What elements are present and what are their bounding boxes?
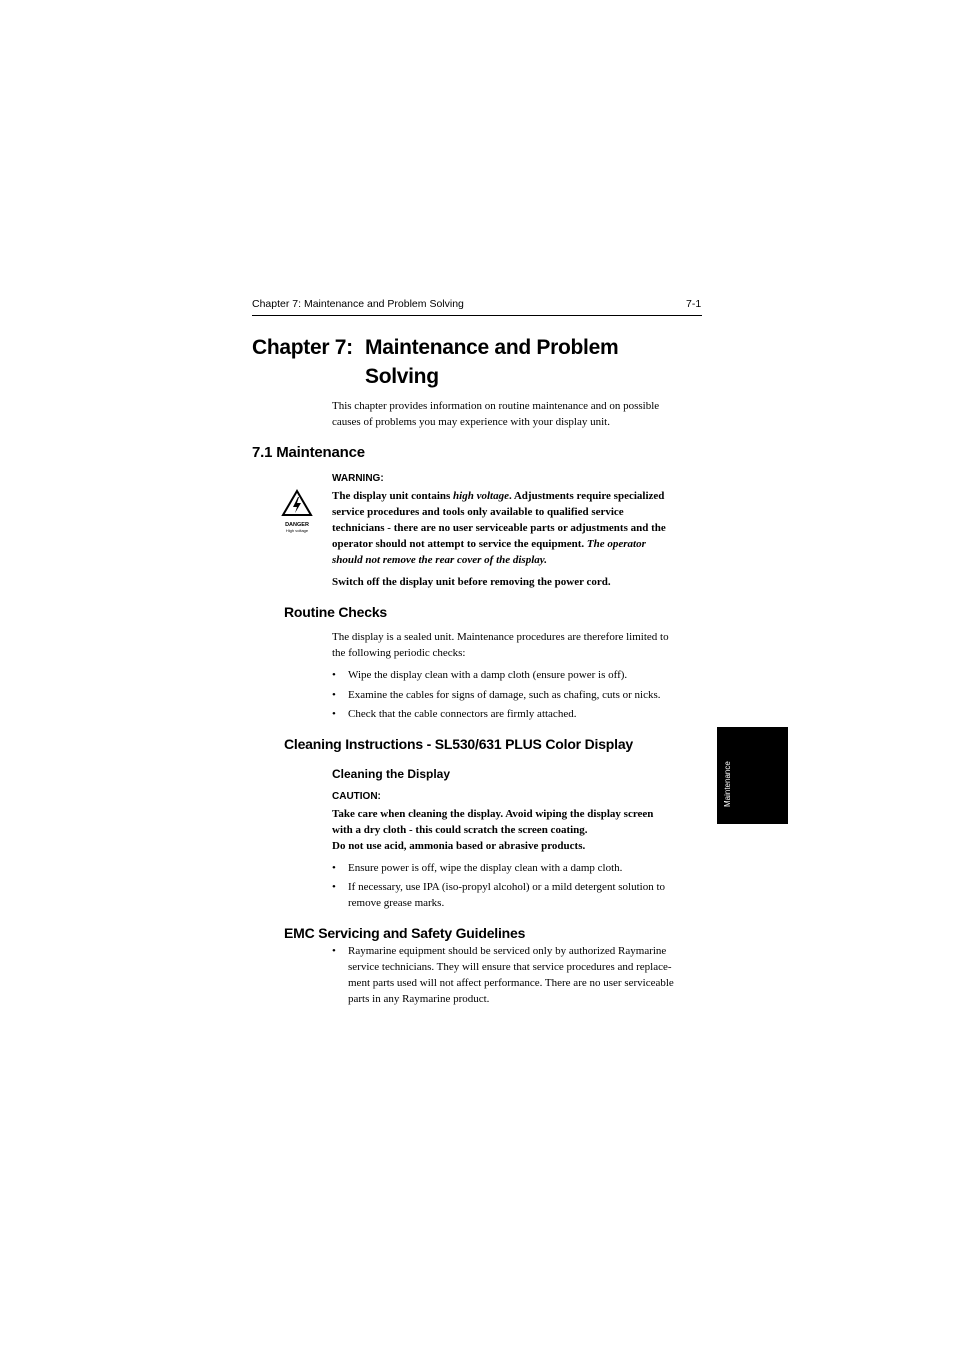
intro-line: causes of problems you may experience with your display unit. <box>332 416 610 428</box>
warning-emphasis: The operator <box>586 538 646 550</box>
list-item <box>332 706 704 722</box>
list-item-text: If necessary, use IPA (iso-propyl alcohol) or a mild detergent solution to <box>348 881 666 893</box>
warning-label: WARNING: <box>332 473 384 484</box>
running-header: Chapter 7: Maintenance and Problem Solving <box>252 298 464 310</box>
warning-emphasis: should not remove the rear cover of the display. <box>332 554 547 566</box>
cleaning-list <box>332 860 704 911</box>
chapter-intro <box>332 398 704 430</box>
emc-list <box>332 943 704 1007</box>
section-heading-maintenance: 7.1 Maintenance <box>252 444 365 461</box>
side-tab-label: Maintenance <box>723 761 732 807</box>
intro-line: The display is a sealed unit. Maintenance procedures are therefore limited to <box>332 631 669 643</box>
bullet: • <box>332 881 336 893</box>
list-item <box>332 667 704 683</box>
caution-text <box>332 806 704 854</box>
routine-checks-intro <box>332 629 704 661</box>
warning-text-run: The display unit contains <box>332 490 454 502</box>
list-item-text: service technicians. They will ensure that service procedures and replace- <box>348 961 672 973</box>
list-item-text: remove grease marks. <box>348 897 445 909</box>
list-item-text: Raymarine equipment should be serviced only by authorized Raymarine <box>348 945 667 957</box>
bullet: • <box>332 862 336 874</box>
chapter-prefix: Chapter 7: <box>252 336 353 359</box>
bullet: • <box>332 945 336 957</box>
bullet: • <box>332 669 336 681</box>
caution-line: Do not use acid, ammonia based or abrasive products. <box>332 840 586 852</box>
routine-checks-heading: Routine Checks <box>284 604 387 620</box>
caution-line: Take care when cleaning the display. Avoid wiping the display screen <box>332 808 654 820</box>
header-rule <box>252 315 702 316</box>
warning-triangle-icon <box>281 489 313 517</box>
warning-line: service procedures and tools only available to qualified service <box>332 506 624 518</box>
list-item-text: Ensure power is off, wipe the display clean with a damp cloth. <box>348 862 623 874</box>
list-item-text: Check that the cable connectors are firmly attached. <box>348 708 577 720</box>
chapter-side-tab <box>717 727 788 824</box>
chapter-title-line1: Maintenance and Problem <box>365 336 619 359</box>
warning-emphasis: high voltage <box>453 490 509 502</box>
caution-line: with a dry cloth - this could scratch the screen coating. <box>332 824 588 836</box>
list-item <box>332 943 704 1007</box>
cleaning-heading: Cleaning Instructions - SL530/631 PLUS Color Display <box>284 736 634 752</box>
bullet: • <box>332 689 336 701</box>
list-item-text: Wipe the display clean with a damp cloth (ensure power is off). <box>348 669 628 681</box>
warning-line: technicians - there are no user serviceable parts or adjustments and the <box>332 522 666 534</box>
page-number: 7-1 <box>686 298 702 310</box>
list-item-text: ment parts used will not affect performance. There are no user serviceable <box>348 977 674 989</box>
chapter-title-line2: Solving <box>365 365 439 388</box>
list-item <box>332 687 704 703</box>
routine-checks-list <box>332 667 704 722</box>
danger-high-voltage-icon <box>281 489 313 531</box>
emc-heading: EMC Servicing and Safety Guidelines <box>284 925 526 941</box>
list-item-text: parts in any Raymarine product. <box>348 993 490 1005</box>
warning-text-run: operator should not attempt to service the equipment. <box>332 538 587 550</box>
warning-text <box>332 488 704 568</box>
bullet: • <box>332 708 336 720</box>
list-item-text: Examine the cables for signs of damage, such as chafing, cuts or nicks. <box>348 689 661 701</box>
intro-line: the following periodic checks: <box>332 647 466 659</box>
warning-text-run: . Adjustments require specialized <box>508 490 665 502</box>
chapter-title <box>252 333 712 391</box>
switch-off-note: Switch off the display unit before removing the power cord. <box>332 576 611 588</box>
danger-subcaption: High voltage <box>285 528 309 533</box>
list-item <box>332 860 704 876</box>
danger-caption: DANGER <box>285 522 309 528</box>
list-item <box>332 879 704 911</box>
cleaning-subheading: Cleaning the Display <box>332 767 451 781</box>
caution-label: CAUTION: <box>332 791 381 802</box>
intro-line: This chapter provides information on routine maintenance and on possible <box>332 400 660 412</box>
